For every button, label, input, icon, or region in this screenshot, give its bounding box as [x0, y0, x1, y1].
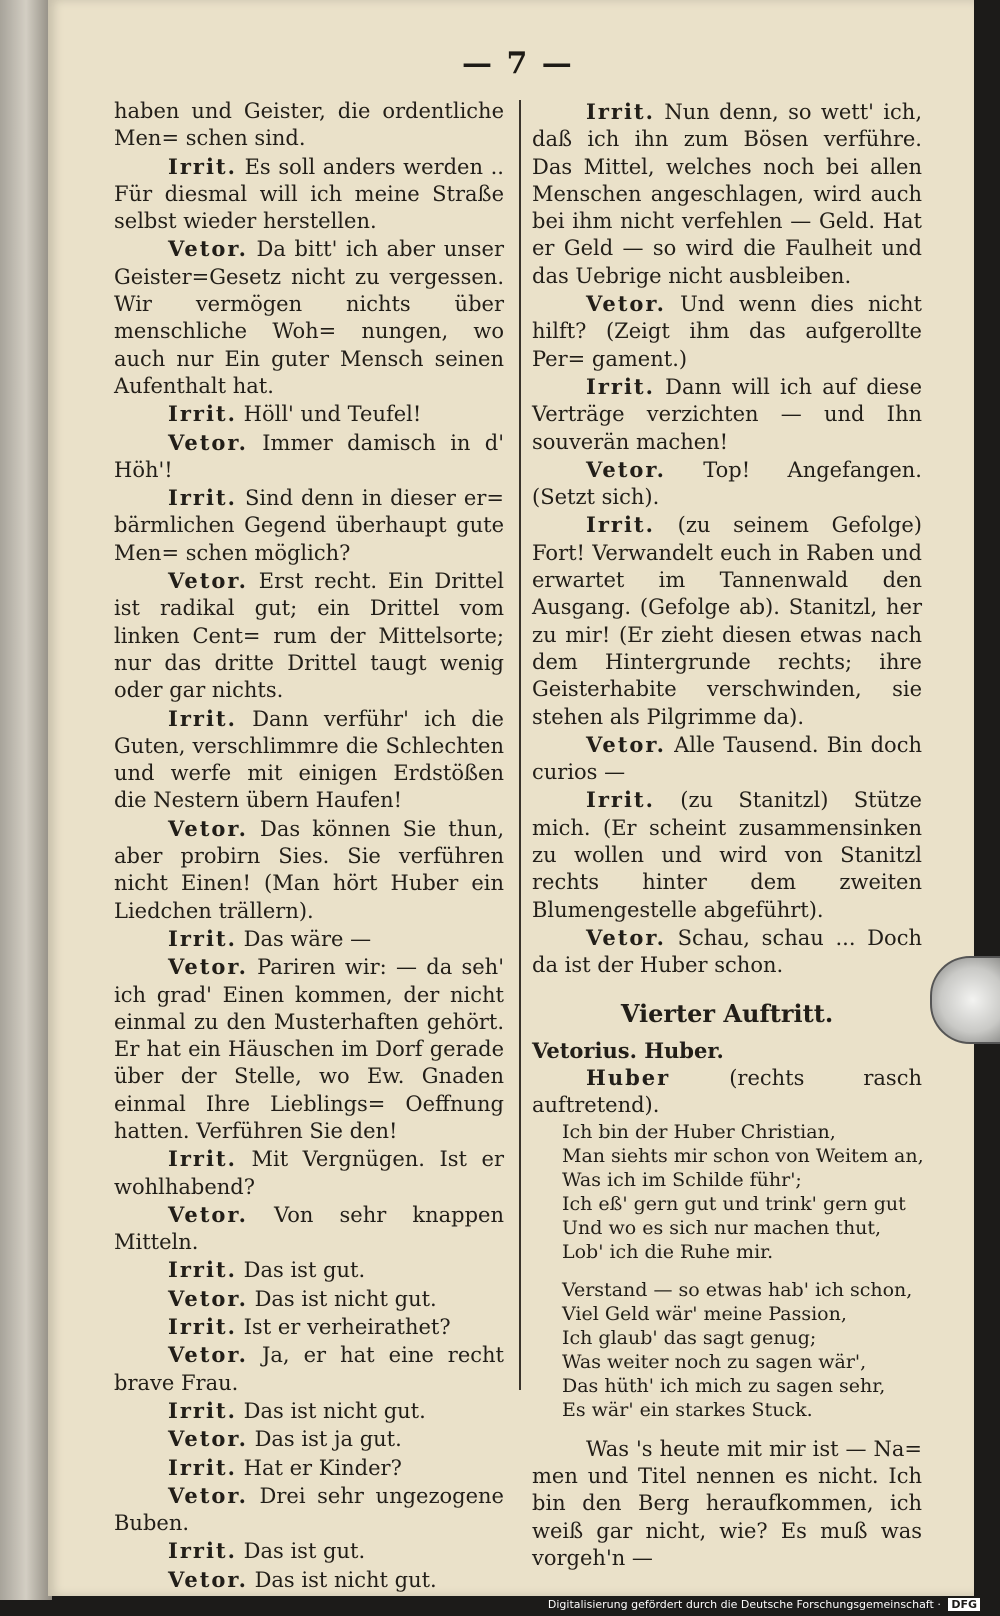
song-line: Verstand — so etwas hab' ich schon, — [562, 1278, 913, 1301]
speaker-name: Irrit. — [586, 373, 655, 399]
dialogue-text: Von sehr knappen Mitteln. — [114, 1202, 504, 1255]
dialogue-text: Mit Vergnügen. Ist er wohlhabend? — [114, 1147, 504, 1199]
dialogue-text: Das ist ja gut. — [254, 1427, 402, 1452]
footer: Digitalisierung gefördert durch die Deutsche Forschungsgemeinschaft · DFG — [548, 1598, 980, 1614]
dialogue-line — [532, 786, 922, 923]
dialogue-line — [114, 235, 504, 400]
dialogue-line — [114, 1397, 504, 1425]
song-line: Und wo es sich nur machen thut, — [562, 1216, 882, 1239]
speaker-name: Vetor. — [168, 1426, 248, 1452]
dialogue-text: Alle Tausend. Bin doch curios — — [532, 732, 922, 785]
dialogue-text: Nun denn, so wett' ich, daß ich ihn zum Bösen verführe. Das Mittel, welches noch bei allen Menschen angeschlagen, wird auch bei ihm nicht verfehlen — Geld. Hat er Geld — so wird die Faulheit und das Uebrige nicht ausbleiben. — [532, 100, 922, 288]
speaker-name: Irrit. — [586, 99, 655, 124]
dialogue-text: Immer damisch in d' Höh'! — [114, 430, 504, 482]
song-line: Ich glaub' das sagt genug; — [562, 1326, 817, 1349]
dialogue-text: Dann will ich auf diese Verträge verzichten — und Ihn souverän machen! — [532, 374, 922, 454]
song-line: Das hüth' ich mich zu sagen sehr, — [562, 1374, 886, 1397]
page-number: — 7 — — [462, 46, 574, 81]
speaker-name: Vetor. — [168, 1342, 248, 1368]
dialogue-line — [532, 290, 922, 373]
speaker-name: Vetor. — [168, 1285, 248, 1311]
song-line: Ich eß' gern gut und trink' gern gut — [562, 1192, 906, 1215]
dialogue-text: Pariren wir: — da seh' ich grad' Einen kommen, der nicht einmal zu den Musterhaften gehört. Er hat ein Häuschen im Dorf gerade über der Stelle, wo Ew. Gnaden einmal Ihre Lieblings= Oeffnung hatten. Verführen Sie den! — [114, 955, 504, 1143]
column-divider — [519, 100, 521, 1390]
dialogue-text: Da bitt' ich aber unser Geister=Gesetz nicht zu vergessen. Wir vermögen nichts über menschliche Woh= nungen, wo auch nur Ein guter Mensch seinen Aufenthalt hat. — [114, 237, 505, 398]
dialogue-line — [114, 1145, 504, 1201]
dialogue-line — [114, 567, 504, 704]
song-stanza — [562, 1120, 922, 1264]
dialogue-line — [114, 400, 504, 428]
speaker-name: Irrit. — [168, 1257, 237, 1283]
dialogue-text: Das ist nicht gut. — [243, 1398, 426, 1423]
dialogue-text: Es soll anders werden .. Für diesmal will ich meine Straße selbst wieder herstellen. — [114, 154, 504, 234]
dialogue-text: Das ist nicht gut. — [254, 1567, 437, 1592]
dialogue-text: (zu seinem Gefolge) Fort! Verwandelt euch in Raben und erwartet im Tannenwald den Ausgang. (Gefolge ab). Stanitzl, her zu mir! (Er zieht diesen etwas nach dem Hintergrunde rechts; ihre Geisterhabite verschwinden, sie stehen als Pilgrimme da). — [532, 513, 922, 729]
cast-list: Vetorius. Huber. — [532, 1037, 724, 1063]
song-line: Es wär' ein starkes Stuck. — [562, 1398, 813, 1421]
speaker-name: Vetor. — [586, 924, 666, 950]
song-line: Man siehts mir schon von Weitem an, — [562, 1144, 924, 1167]
speaker-name: Irrit. — [168, 1538, 237, 1564]
dialogue-line — [114, 429, 504, 485]
song-line: Lob' ich die Ruhe mir. — [562, 1240, 774, 1263]
speaker-name: Vetor. — [168, 1482, 248, 1508]
dialogue-line — [114, 1341, 504, 1397]
dfg-logo: DFG — [948, 1598, 980, 1611]
dialogue-text: Top! Angefangen. (Setzt sich). — [532, 457, 922, 510]
dialogue-line — [532, 511, 922, 730]
speaker-name: Vetor. — [168, 568, 248, 594]
dialogue-text: Drei sehr ungezogene Buben. — [114, 1483, 504, 1536]
dialogue-line — [532, 373, 922, 456]
dialogue-text: Das ist nicht gut. — [254, 1286, 437, 1311]
speaker-name: Huber — [586, 1065, 671, 1091]
speaker-name: Vetor. — [586, 456, 666, 482]
dialogue-line — [114, 1454, 504, 1482]
dialogue-line — [114, 1566, 504, 1594]
dialogue-line — [532, 98, 922, 290]
direction-text: (rechts rasch auftretend). — [532, 1066, 922, 1118]
speaker-name: Irrit. — [586, 512, 655, 538]
dialogue-paragraph: Was 's heute mit mir ist — Na= men und Titel nennen es nicht. Ich bin den Berg heraufkommen, ich weiß gar nicht, wie? Es muß was vorgeh'n — — [532, 1436, 922, 1570]
dialogue-text: Das können Sie thun, aber probirn Sies. Sie verführen nicht Einen! (Man hört Huber ein Liedchen trällern). — [114, 816, 504, 923]
song-line: Was ich im Schilde führ'; — [562, 1168, 802, 1191]
speaker-name: Vetor. — [168, 1566, 248, 1592]
speaker-name: Vetor. — [586, 291, 666, 317]
speaker-name: Vetor. — [168, 236, 248, 262]
dialogue-line — [532, 924, 922, 980]
book-binding — [0, 0, 52, 1600]
text-paragraph: haben und Geister, die ordentliche Men= schen sind. — [114, 99, 504, 151]
speaker-name: Irrit. — [168, 925, 237, 951]
dialogue-line — [114, 1482, 504, 1538]
song-lyrics — [562, 1120, 922, 1422]
dialogue-line — [114, 925, 504, 953]
dialogue-line — [114, 1201, 504, 1257]
speaker-name: Irrit. — [168, 485, 237, 511]
song-line: Viel Geld wär' meine Passion, — [562, 1302, 847, 1325]
footer-text: Digitalisierung gefördert durch die Deutsche Forschungsgemeinschaft — [547, 1598, 934, 1611]
dialogue-line — [114, 153, 504, 236]
dialogue-text: Ist er verheirathet? — [243, 1315, 451, 1340]
speaker-name: Irrit. — [168, 401, 237, 427]
song-stanza — [562, 1278, 922, 1422]
dialogue-line — [114, 1285, 504, 1313]
dialogue-text: Das ist gut. — [243, 1258, 366, 1283]
left-column — [114, 98, 504, 1594]
dialogue-line — [532, 456, 922, 512]
scene-heading: Vierter Auftritt. — [620, 998, 834, 1028]
dialogue-text: (zu Stanitzl) Stütze mich. (Er scheint zusammensinken zu wollen und wird von Stanitzl rechts hinter dem zweiten Blumengestelle abgeführt). — [532, 788, 922, 922]
dialogue-text: Und wenn dies nicht hilft? (Zeigt ihm das aufgerollte Per= gament.) — [532, 292, 922, 371]
speaker-name: Vetor. — [168, 815, 248, 841]
dialogue-line — [114, 484, 504, 567]
dialogue-line — [114, 1256, 504, 1284]
dialogue-text: Höll' und Teufel! — [243, 402, 422, 427]
dialogue-text: Das wäre — — [243, 926, 372, 951]
dialogue-text: Das ist gut. — [243, 1539, 366, 1564]
speaker-name: Irrit. — [168, 1397, 237, 1423]
dialogue-line — [114, 1425, 504, 1453]
speaker-name: Irrit. — [168, 1314, 237, 1340]
dialogue-text: Schau, schau ... Doch da ist der Huber schon. — [532, 925, 922, 978]
right-column — [532, 98, 922, 1572]
speaker-name: Vetor. — [168, 1201, 248, 1227]
speaker-name: Irrit. — [168, 705, 237, 731]
dialogue-text: Dann verführ' ich die Guten, verschlimmre die Schlechten und werfe mit einigen Erdstößen die Nestern übern Haufen! — [114, 706, 504, 813]
dialogue-line — [114, 953, 504, 1145]
dialogue-line — [114, 1537, 504, 1565]
dialogue-line — [532, 731, 922, 787]
speaker-name: Irrit. — [168, 153, 237, 179]
stage-direction — [532, 1064, 922, 1120]
speaker-name: Vetor. — [168, 954, 248, 980]
dialogue-text: Sind denn in dieser er= bärmlichen Gegend überhaupt gute Men= schen möglich? — [114, 486, 504, 565]
dialogue-line — [114, 705, 504, 815]
speaker-name: Irrit. — [586, 787, 655, 813]
dialogue-text: Erst recht. Ein Drittel ist radikal gut; ein Drittel vom linken Cent= rum der Mittelsorte; nur das dritte Drittel taugt wenig oder gar nichts. — [114, 569, 504, 703]
dialogue-text: Ja, er hat eine recht brave Frau. — [114, 1343, 504, 1395]
speaker-name: Irrit. — [168, 1146, 237, 1172]
dialogue-text: Hat er Kinder? — [243, 1455, 402, 1480]
song-line: Was weiter noch zu sagen wär', — [562, 1350, 867, 1373]
speaker-name: Vetor. — [586, 731, 666, 757]
right-column-dialogue — [532, 98, 922, 980]
song-line: Ich bin der Huber Christian, — [562, 1120, 836, 1143]
page-clip-magnifier — [930, 956, 1000, 1044]
speaker-name: Irrit. — [168, 1454, 237, 1480]
dialogue-line — [114, 815, 504, 925]
dialogue-line — [114, 1313, 504, 1341]
speaker-name: Vetor. — [168, 429, 248, 455]
